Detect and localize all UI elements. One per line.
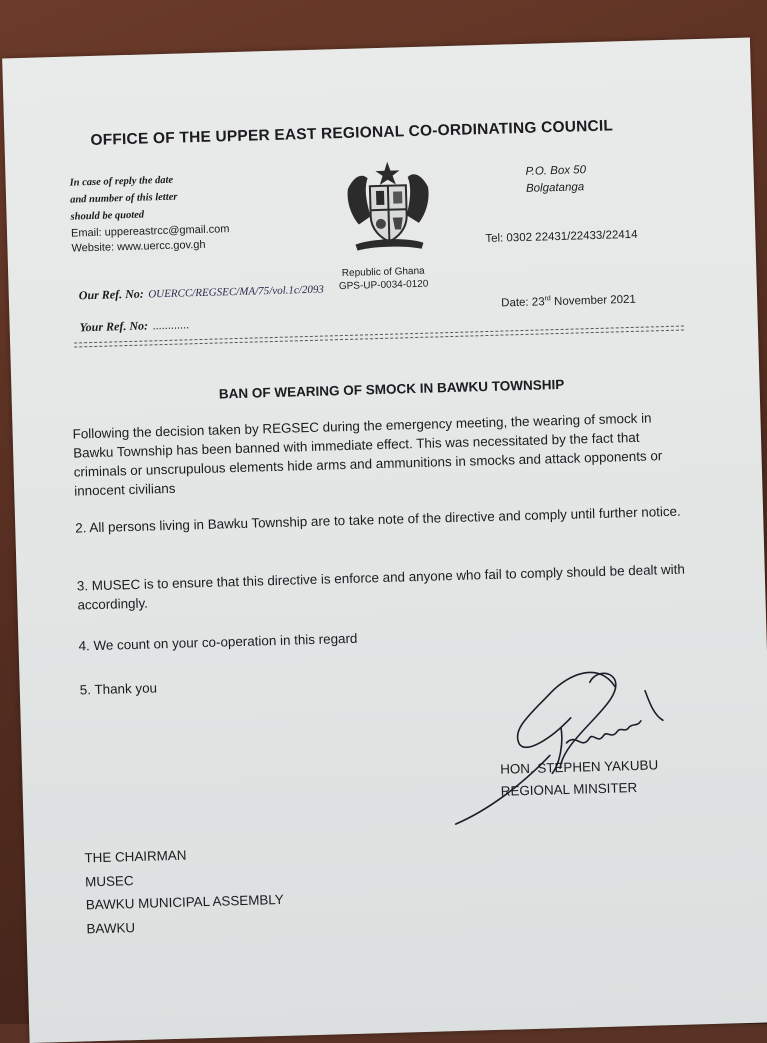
signatory-block xyxy=(500,754,659,802)
reply-note-line: and number of this letter xyxy=(69,191,178,206)
date-rest: November 2021 xyxy=(550,293,637,309)
city-line: Bolgatanga xyxy=(525,181,585,195)
reply-instruction xyxy=(69,170,220,225)
contact-info xyxy=(71,222,230,256)
date-prefix: Date: 23 xyxy=(501,296,545,310)
ghana-coat-of-arms-icon xyxy=(339,156,438,255)
addressee-block xyxy=(84,841,284,940)
signatory-title: REGIONAL MINSITER xyxy=(500,779,638,799)
our-ref-label: Our Ref. No: xyxy=(78,286,144,303)
letter-subject: BAN OF WEARING OF SMOCK IN BAWKU TOWNSHIP xyxy=(218,376,565,402)
signatory-name: HON. STEPHEN YAKUBU xyxy=(499,757,659,777)
email-line: Email: uppereastrcc@gmail.com xyxy=(70,223,230,240)
pobox-line: P.O. Box 50 xyxy=(525,164,587,178)
addressee-line: THE CHAIRMAN xyxy=(84,847,187,866)
letterhead-title: OFFICE OF THE UPPER EAST REGIONAL CO-ORDINATING COUNCIL xyxy=(90,117,614,150)
your-reference xyxy=(79,315,189,336)
reply-note-line: In case of reply the date xyxy=(69,174,174,189)
republic-label: Republic of Ghana xyxy=(341,265,425,280)
paragraph: 3. MUSEC is to ensure that this directive is enforce and anyone who fail to comply should be dealt with accordingly. xyxy=(76,561,685,613)
addressee-line: BAWKU xyxy=(86,919,136,936)
website-line: Website: www.uercc.gov.gh xyxy=(71,238,206,255)
our-ref-value: OUERCC/REGSEC/MA/75/vol.1c/2093 xyxy=(148,283,325,301)
letter-date xyxy=(501,293,636,310)
paragraph: 2. All persons living in Bawku Township are to take note of the directive and comply until further notice. xyxy=(75,503,681,536)
date-ordinal: rd xyxy=(544,295,551,303)
paragraph: 4. We count on your co-operation in this regard xyxy=(78,630,358,654)
telephone: Tel: 0302 22431/22433/22414 xyxy=(485,228,638,246)
our-reference xyxy=(79,280,325,305)
reply-note-line: should be quoted xyxy=(70,209,145,223)
postal-address xyxy=(525,162,586,198)
paragraph: 5. Thank you xyxy=(79,680,158,698)
letter-page xyxy=(2,38,767,1043)
addressee-line: BAWKU MUNICIPAL ASSEMBLY xyxy=(85,891,284,913)
coat-caption xyxy=(328,264,439,293)
your-ref-label: Your Ref. No: xyxy=(79,318,149,335)
paragraph: Following the decision taken by REGSEC during the emergency meeting, the wearing of smock in Bawku Township has been banned with immediate effect. This was necessitated by the fact that criminals or unscrupulous elements hide arms and ammunitions in smocks and attack opponents or innocent civilians xyxy=(72,410,663,499)
your-ref-value: ............ xyxy=(152,319,190,333)
addressee-line: MUSEC xyxy=(84,872,134,889)
gps-address: GPS-UP-0034-0120 xyxy=(338,278,429,293)
